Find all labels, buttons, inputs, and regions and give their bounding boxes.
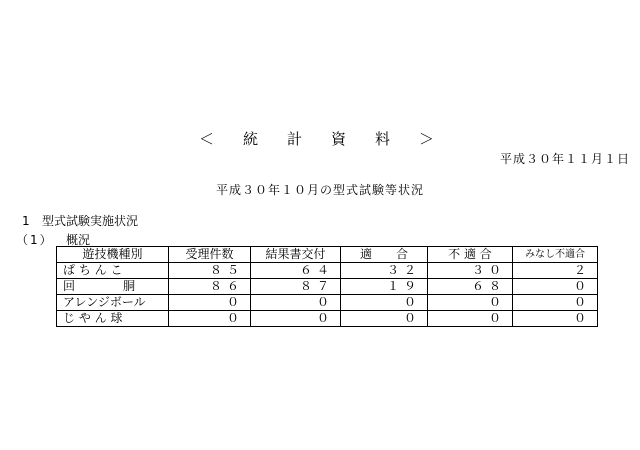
cell-conforming: ０ xyxy=(341,311,428,327)
header-machine-type: 遊技機種別 xyxy=(57,247,169,263)
test-status-table xyxy=(56,246,598,327)
cell-received: ８６ xyxy=(169,279,251,295)
section-title: 型式試験実施状況 xyxy=(42,214,139,228)
cell-issued: ０ xyxy=(251,311,341,327)
header-deemed-nonconforming: みなし不適合 xyxy=(513,247,598,263)
cell-conforming: １９ xyxy=(341,279,428,295)
cell-issued: ６４ xyxy=(251,263,341,279)
cell-nonconforming: ３０ xyxy=(428,263,513,279)
section-number: 1 xyxy=(22,214,30,228)
cell-conforming: ３２ xyxy=(341,263,428,279)
cell-received: ０ xyxy=(169,311,251,327)
table-row xyxy=(57,279,598,295)
table-header-row xyxy=(57,247,598,263)
cell-nonconforming: ６８ xyxy=(428,279,513,295)
cell-nonconforming: ０ xyxy=(428,295,513,311)
cell-conforming: ０ xyxy=(341,295,428,311)
header-received-count: 受理件数 xyxy=(169,247,251,263)
document-subtitle: 平成３０年１０月の型式試験等状況 xyxy=(215,183,424,197)
subsection-number: （1） xyxy=(16,233,54,247)
document-date: 平成３０年１１月１日 xyxy=(499,152,630,166)
section-heading xyxy=(22,212,138,229)
header-conforming: 適 合 xyxy=(341,247,428,263)
row-label-pachinko: ぱ ち ん こ xyxy=(57,263,169,279)
table-row xyxy=(57,263,598,279)
table-row xyxy=(57,311,598,327)
cell-nonconforming: ０ xyxy=(428,311,513,327)
cell-deemed-nonconforming: ０ xyxy=(513,279,598,295)
row-label-janken-ball: じ や ん 球 xyxy=(57,311,169,327)
document-title: ＜ 統 計 資 料 ＞ xyxy=(198,130,441,148)
cell-received: ０ xyxy=(169,295,251,311)
table-row xyxy=(57,295,598,311)
cell-deemed-nonconforming: ０ xyxy=(513,295,598,311)
cell-received: ８５ xyxy=(169,263,251,279)
header-results-issued: 結果書交付 xyxy=(251,247,341,263)
cell-issued: ８７ xyxy=(251,279,341,295)
cell-deemed-nonconforming: ０ xyxy=(513,311,598,327)
row-label-arrange-ball: アレンジボール xyxy=(57,295,169,311)
cell-deemed-nonconforming: ２ xyxy=(513,263,598,279)
cell-issued: ０ xyxy=(251,295,341,311)
subsection-title: 概況 xyxy=(66,233,91,247)
header-nonconforming: 不 適 合 xyxy=(428,247,513,263)
row-label-kaido: 回 胴 xyxy=(57,279,169,295)
